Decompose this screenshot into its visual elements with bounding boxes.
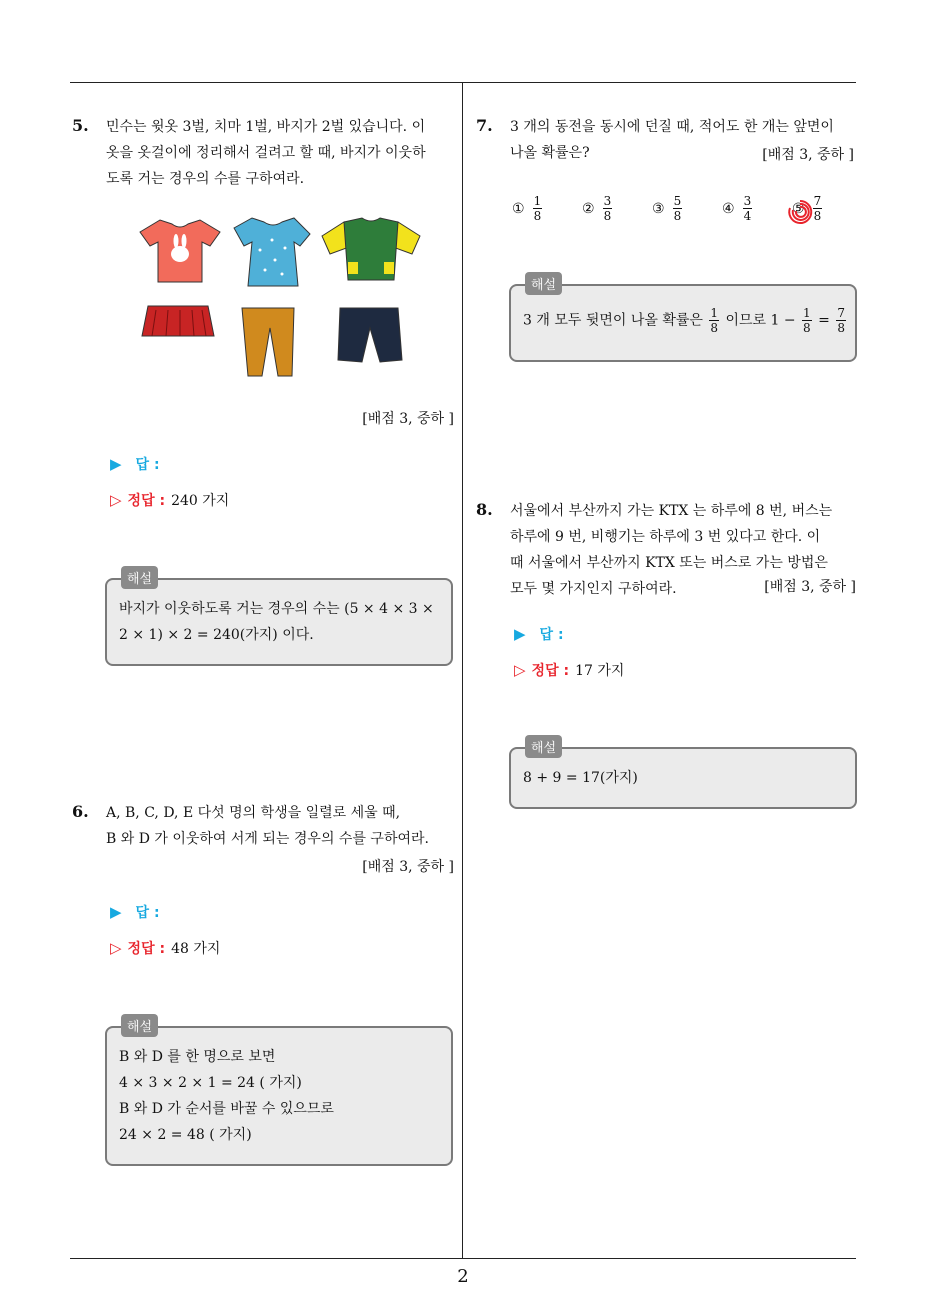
- q7-choice-2[interactable]: [582, 194, 614, 223]
- q8-meta: [배점 3, 중하 ]: [764, 579, 856, 595]
- q7-solution-f3-den: 8: [837, 321, 845, 335]
- q7-choice-1-num: 1: [533, 194, 542, 208]
- q7-choice-5-num: 7: [813, 194, 822, 208]
- q5-solution-text: [119, 596, 434, 648]
- q7-choice-1-mark: ①: [512, 200, 525, 217]
- q8-solution-line-1: 8 + 9 = 17(가지): [523, 770, 638, 786]
- clothes-illustration: [130, 210, 430, 380]
- q6-solution-text: [119, 1044, 334, 1148]
- q5-correct-value: 240 가지: [171, 493, 230, 509]
- q8-line-2: 하루에 9 번, 비행기는 하루에 3 번 있다고 한다. 이: [510, 529, 821, 545]
- q5-correct-label: 정답 :: [127, 493, 166, 509]
- q6-solution-box: [105, 1020, 453, 1166]
- bottom-rule: [70, 1258, 856, 1259]
- q7-choice-1[interactable]: [512, 194, 544, 223]
- q5-line-2: 옷을 옷걸이에 정리해서 걸려고 할 때, 바지가 이웃하: [106, 145, 426, 161]
- q8-answer-row: [514, 624, 564, 644]
- q7-choice-2-mark: ②: [582, 200, 595, 217]
- q7-solution-f1-den: 8: [710, 321, 719, 335]
- blue-blouse-image: [234, 218, 310, 286]
- q8-line-4: 모두 몇 가지인지 구하여라.: [510, 581, 677, 597]
- red-skirt-image: [142, 306, 214, 336]
- q7-choice-3[interactable]: [652, 194, 684, 223]
- q8-correct-value: 17 가지: [575, 663, 625, 679]
- q8-correct-row: [514, 660, 624, 680]
- q7-solution-box: [509, 278, 857, 362]
- q6-solution-line-2: 4 × 3 × 2 × 1 = 24 ( 가지): [119, 1075, 302, 1091]
- q7-solution-f2-den: 8: [803, 321, 811, 335]
- q6-answer-row: [110, 902, 160, 922]
- q5-solution-tag: 해설: [121, 566, 158, 589]
- q6-number: 6.: [72, 802, 89, 821]
- q5-text: [106, 114, 456, 192]
- q7-solution-f1-num: 1: [710, 306, 719, 320]
- q7-number: 7.: [476, 116, 493, 135]
- answer-arrow-icon: ▶: [514, 625, 526, 643]
- q7-meta: [배점 3, 중하 ]: [762, 147, 854, 163]
- q8-correct-label: 정답 :: [531, 663, 570, 679]
- top-rule: [70, 82, 856, 83]
- q7-choice-2-num: 3: [603, 194, 612, 208]
- q7-choice-4-mark: ④: [722, 200, 735, 217]
- q6-answer-label: 답 :: [135, 905, 160, 921]
- q8-line-1: 서울에서 부산까지 가는 KTX 는 하루에 8 번, 버스는: [510, 503, 833, 519]
- q7-solution-prefix: 3 개 모두 뒷면이 나올 확률은: [523, 312, 703, 329]
- q6-correct-row: [110, 938, 220, 958]
- q7-choice-4-den: 4: [743, 209, 752, 223]
- q7-choice-5-mark: ⑤: [792, 200, 805, 217]
- q6-solution-line-3: B 와 D 가 순서를 바꿀 수 있으므로: [119, 1101, 334, 1117]
- correct-arrow-icon: ▷: [514, 661, 526, 679]
- q5-solution-line-1: 바지가 이웃하도록 거는 경우의 수는 (5 × 4 × 3 ×: [119, 601, 434, 617]
- q6-correct-value: 48 가지: [171, 941, 221, 957]
- q6-line-2: B 와 D 가 이웃하여 서게 되는 경우의 수를 구하여라.: [106, 831, 429, 847]
- q6-text: [106, 800, 458, 852]
- red-tshirt-image: [140, 220, 220, 282]
- q5-line-1: 민수는 윗옷 3벌, 치마 1벌, 바지가 2벌 있습니다. 이: [106, 119, 426, 135]
- q7-solution-mid: 이므로 1 −: [725, 312, 796, 329]
- answer-arrow-icon: ▶: [110, 455, 122, 473]
- q6-solution-tag: 해설: [121, 1014, 158, 1037]
- q8-line-3: 때 서울에서 부산까지 KTX 또는 버스로 가는 방법은: [510, 555, 828, 571]
- q7-choice-4-num: 3: [743, 194, 752, 208]
- q8-solution-text: [523, 765, 638, 791]
- q6-solution-line-1: B 와 D 를 한 명으로 보면: [119, 1049, 276, 1065]
- page-number: 2: [457, 1266, 469, 1287]
- q5-number: 5.: [72, 116, 89, 135]
- orange-trousers-image: [242, 308, 294, 376]
- q5-solution-line-2: 2 × 1) × 2 = 240(가지) 이다.: [119, 627, 314, 643]
- q6-solution-line-4: 24 × 2 = 48 ( 가지): [119, 1127, 252, 1143]
- q6-correct-label: 정답 :: [127, 941, 166, 957]
- answer-arrow-icon: ▶: [110, 903, 122, 921]
- q8-solution-box: [509, 741, 857, 809]
- q5-meta: [배점 3, 중하 ]: [362, 411, 454, 427]
- q7-choice-3-mark: ③: [652, 200, 665, 217]
- q5-correct-row: [110, 490, 229, 510]
- q7-choice-3-num: 5: [673, 194, 682, 208]
- q7-line-2: 나올 확률은?: [510, 145, 590, 161]
- q7-solution-eq: =: [818, 312, 830, 329]
- correct-choice-circle-icon: [786, 198, 814, 226]
- green-shirt-image: [322, 218, 420, 280]
- navy-jeans-image: [338, 308, 402, 362]
- correct-arrow-icon: ▷: [110, 939, 122, 957]
- q7-choice-3-den: 8: [673, 209, 682, 223]
- q7-line-1: 3 개의 동전을 동시에 던질 때, 적어도 한 개는 앞면이: [510, 119, 834, 135]
- q5-answer-label: 답 :: [135, 457, 160, 473]
- q7-choice-1-den: 8: [533, 209, 542, 223]
- q7-choice-4[interactable]: [722, 194, 754, 223]
- q8-answer-label: 답 :: [539, 627, 564, 643]
- q6-line-1: A, B, C, D, E 다섯 명의 학생을 일렬로 세울 때,: [106, 805, 401, 821]
- q5-answer-row: [110, 454, 160, 474]
- correct-arrow-icon: ▷: [110, 491, 122, 509]
- q5-solution-box: [105, 572, 453, 666]
- q7-solution-f3-num: 7: [837, 306, 845, 320]
- q7-choice-5-den: 8: [813, 209, 822, 223]
- column-divider: [462, 82, 463, 1258]
- q7-solution-text: [523, 306, 848, 335]
- q8-number: 8.: [476, 500, 493, 519]
- q5-line-3: 도록 거는 경우의 수를 구하여라.: [106, 171, 305, 187]
- q8-solution-tag: 해설: [525, 735, 562, 758]
- q6-meta: [배점 3, 중하 ]: [362, 859, 454, 875]
- q7-choice-2-den: 8: [603, 209, 612, 223]
- q7-solution-tag: 해설: [525, 272, 562, 295]
- q7-solution-f2-num: 1: [803, 306, 811, 320]
